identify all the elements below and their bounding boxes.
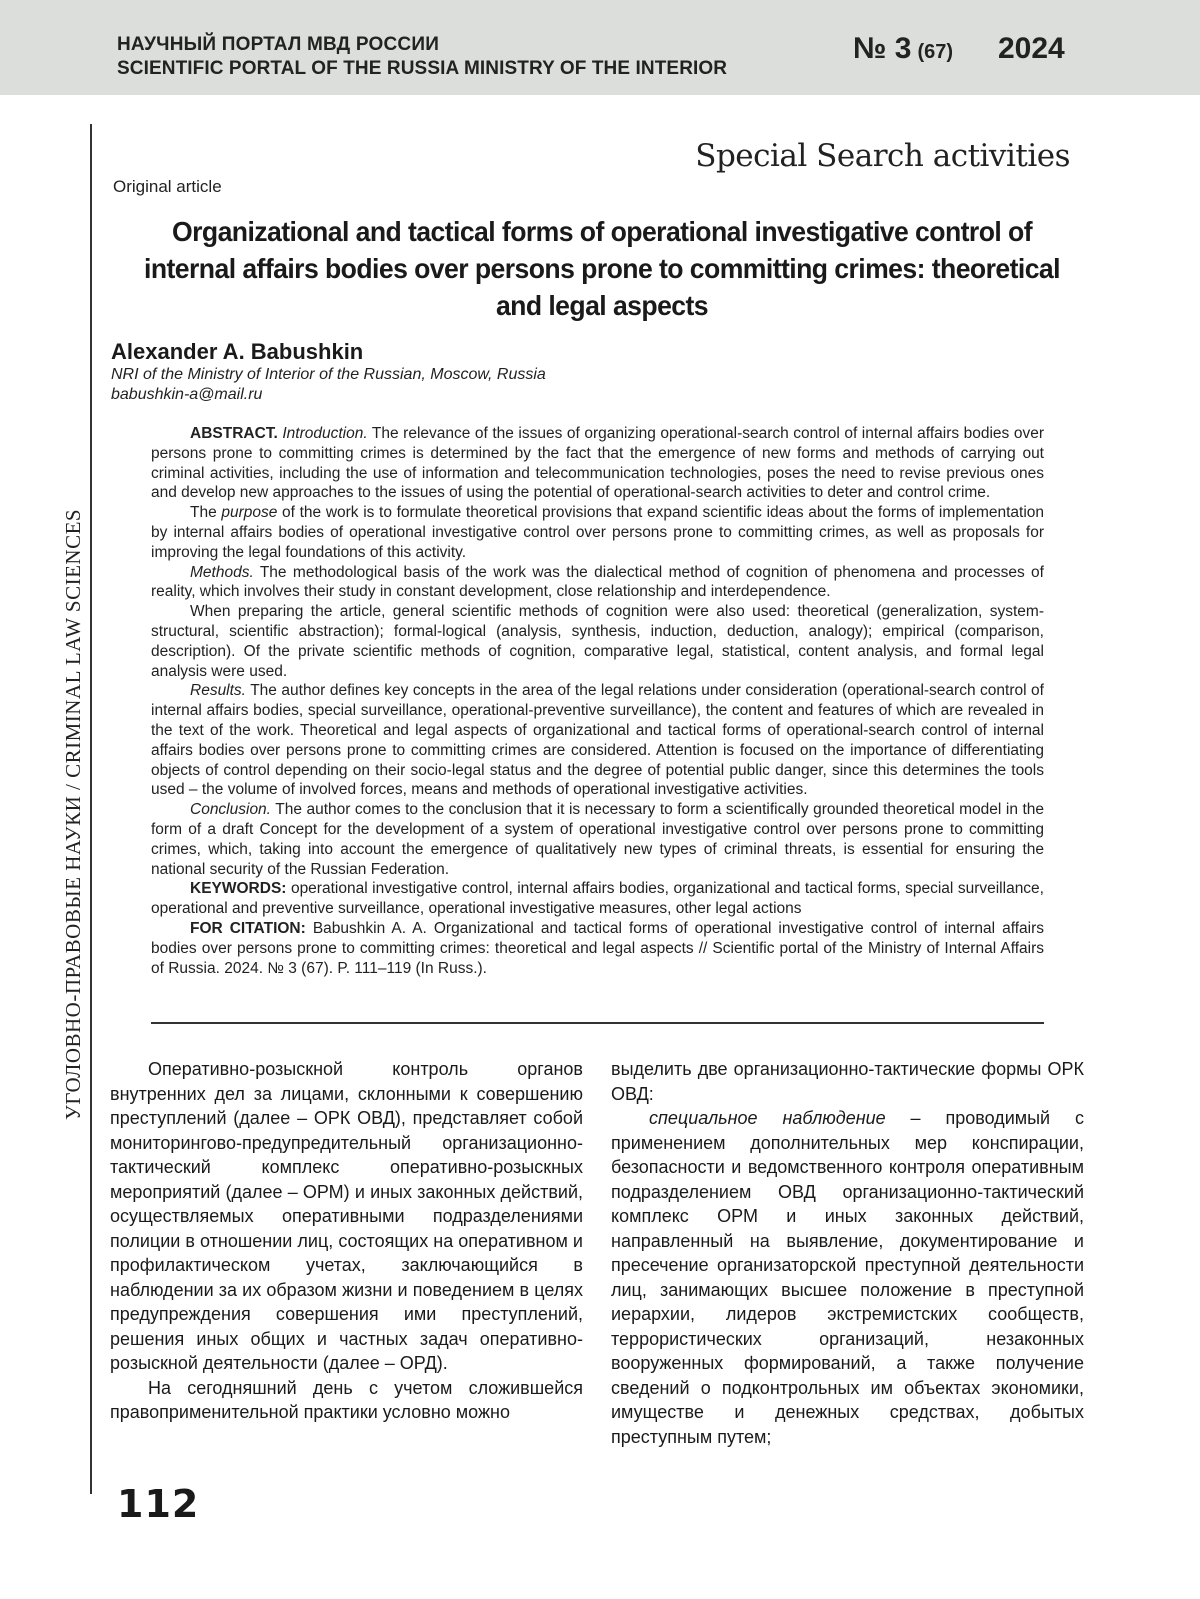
abstract-intro <box>151 424 1044 503</box>
issue-year: 2024 <box>998 32 1065 65</box>
abstract-methods-2: When preparing the article, general scientific methods of cognition were also used: theoretical (generalization, system-structural, scientific abstraction); formal-logical (analysis, synthesis, induction, deduction, analogy); empirical (comparison, description). Of the private scientific methods of cognition, comparative legal, statistical, content analysis, and formal legal analysis were used. <box>151 603 1044 680</box>
methods-label: Methods. <box>190 563 254 581</box>
conclusion-label: Conclusion. <box>190 801 271 819</box>
body-paragraph: На сегодняшний день с учетом сложившейся правоприменительной практики условно можно <box>110 1377 583 1422</box>
journal-title-en: SCIENTIFIC PORTAL OF THE RUSSIA MINISTRY OF THE INTERIOR <box>117 58 728 79</box>
purpose-text: of the work is to formulate theoretical provisions that expand scientific ideas about the forms of implementation by internal affairs bodies of operational investigative control over persons prone to committing crimes, as well as proposals for improving the legal foundations of this activity. <box>151 504 1045 561</box>
citation-text: Babushkin A. A. Organizational and tactical forms of operational investigative control of internal affairs bodies over persons prone to committing crimes: theoretical and legal aspects // Scientific portal of the Ministry of Internal Affairs of Russia. 2024. № 3 (67). P. 111–119 (In Russ.). <box>151 919 1045 977</box>
purpose-label: purpose <box>221 504 278 522</box>
body-paragraph: выделить две организационно-тактические формы ОРК ОВД: <box>611 1059 1084 1104</box>
issue-number: № 3 <box>853 32 912 65</box>
term-special-surveillance: специальное наблюдение <box>649 1108 886 1128</box>
intro-label: Introduction. <box>282 425 368 442</box>
term-definition: – проводимый с применением дополнительных мер конспирации, безопасности и ведомственного контроля оперативным подразделением ОВД организационно-тактический комплекс ОРМ и иных законных действий, направленный на выявление, документирование и пресечение организаторской преступной деятельности лиц, занимающих высшее положение в преступной иерархии, лидеров экстремистских сообществ, террористических организаций, незаконных вооруженных формирований, а также получение сведений о подконтрольных им объектах экономики, имуществе и денежных средствах, добытых преступным путем; <box>611 1108 1084 1447</box>
body-paragraph: Оперативно-розыскной контроль органов внутренних дел за лицами, склонными к совершению преступлений (далее – ОРК ОВД), представляет собой мониторингово-предупредительный организационно-тактический комплекс оперативно-розыскных мероприятий (далее – ОРМ) и иных законных действий, осуществляемых оперативными подразделениями полиции в отношении лиц, состоящих на оперативном и профилактическом учетах, заключающийся в наблюдении за их образом жизни и поведением в целях предупреждения совершения ими преступлений, решения иных общих и частных задач оперативно-розыскной деятельности (далее – ОРД). <box>110 1059 583 1373</box>
author-name: Alexander A. Babushkin <box>111 339 364 364</box>
author-email[interactable]: babushkin-a@mail.ru <box>111 386 263 403</box>
results-label: Results. <box>190 682 246 700</box>
author-affiliation: NRI of the Ministry of Interior of the Russian, Moscow, Russia <box>111 366 546 383</box>
abstract-label: ABSTRACT. <box>190 425 278 442</box>
article-type: Original article <box>113 177 222 196</box>
vertical-section-label: УГОЛОВНО-ПРАВОВЫЕ НАУКИ / CRIMINAL LAW SCIENCES <box>61 508 85 1120</box>
section-heading: Special Search activities <box>695 138 1070 174</box>
citation-label: FOR CITATION: <box>190 919 306 937</box>
abstract-keywords <box>151 879 1044 919</box>
issue-label <box>853 32 953 66</box>
conclusion-text: The author comes to the conclusion that it is necessary to form a scientifically grounded theoretical model in the form of a draft Concept for the development of a system of operational investigative control over persons prone to committing crimes, which, taking into account the emergence of qualitatively new types of criminal threats, is essential for ensuring the national security of the Russian Federation. <box>151 801 1044 878</box>
abstract-block <box>151 424 1044 978</box>
intro-text: The relevance of the issues of organizing operational-search control of internal affairs bodies over persons prone to committing crimes is determined by the fact that the emergence of new forms and methods of carrying out criminal activities, including the use of information and telecommunication technologies, poses the need to revise previous ones and develop new approaches to the issues of using the potential of operational-search activities to deter and control crime. <box>151 425 1044 502</box>
body-paragraph <box>611 1106 1084 1449</box>
margin-rule <box>90 124 92 1494</box>
keywords-label: KEYWORDS: <box>190 880 287 898</box>
purpose-pre: The <box>190 504 222 522</box>
results-text: The author defines key concepts in the area of the legal relations under consideration (operational-search control of internal affairs bodies, special surveillance, operational-preventive surveillance), the content and features of which are revealed in the text of the work. Theoretical and legal aspects of organizational and tactical forms of operational-search control of internal affairs bodies over persons prone to committing crimes are considered. Attention is focused on the importance of differentiating objects of control depending on their socio-legal status and the degree of potential public danger, since this determines the tools used – the volume of involved forces, means and methods of operational investigative activities. <box>151 682 1044 799</box>
abstract-divider <box>151 1022 1044 1024</box>
abstract-methods <box>151 563 1044 603</box>
abstract-results <box>151 681 1044 800</box>
journal-title-ru: НАУЧНЫЙ ПОРТАЛ МВД РОССИИ <box>117 34 440 55</box>
article-title: Organizational and tactical forms of operational investigative control of internal affairs bodies over persons prone to committing crimes: theoretical and legal aspects <box>143 216 1060 321</box>
body-column-right <box>611 1057 1084 1449</box>
keywords-text: operational investigative control, internal affairs bodies, organizational and tactical forms, special surveillance, operational and preventive surveillance, operational investigative measures, other legal actions <box>151 880 1044 918</box>
abstract-conclusion <box>151 800 1044 879</box>
issue-total: (67) <box>917 41 954 63</box>
methods-text: The methodological basis of the work was the dialectical method of cognition of phenomena and processes of reality, which involves their study in constant development, close relationship and interdependence. <box>151 563 1044 601</box>
page-number: 112 <box>117 1482 200 1526</box>
abstract-purpose <box>151 503 1044 562</box>
body-column-left <box>110 1057 583 1425</box>
abstract-citation <box>151 919 1044 978</box>
